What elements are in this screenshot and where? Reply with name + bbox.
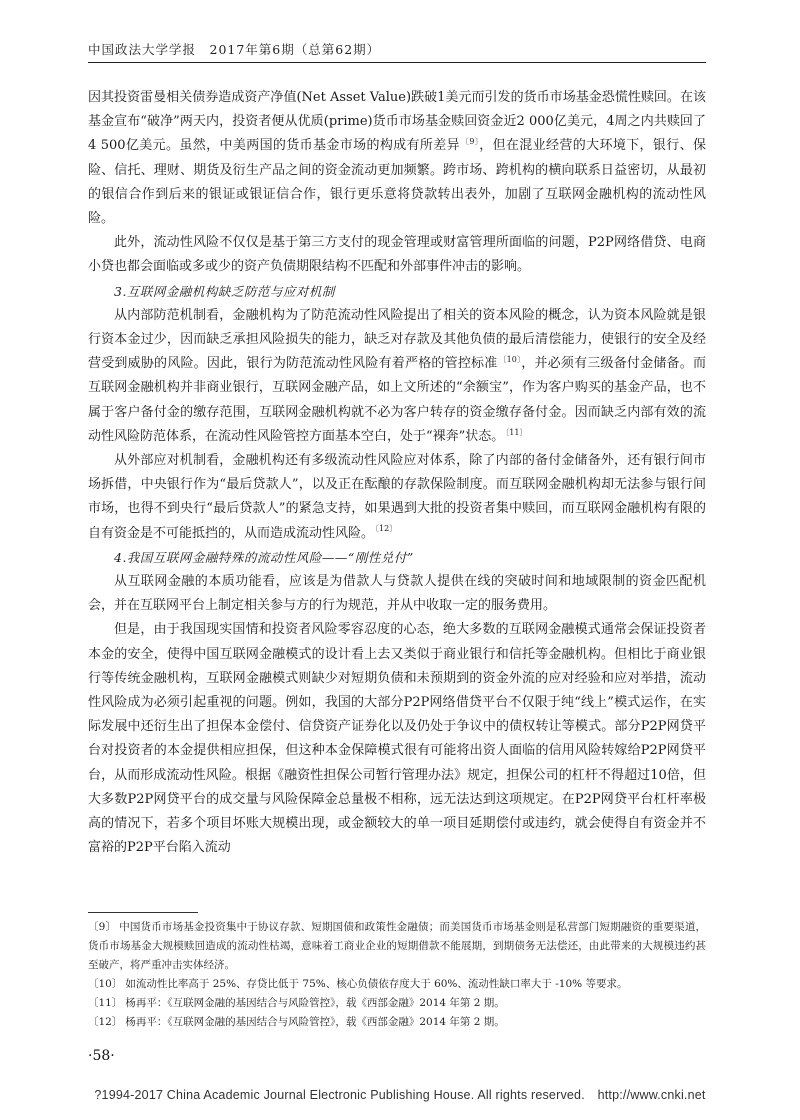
- footnote-mark: 〔11〕: [88, 997, 123, 1009]
- page-number: ·58·: [88, 1048, 115, 1064]
- footnote-text: 中国货币市场基金投资集中于协议存款、短期国债和政策性金融债；而美国货币市场基金则是私营部门短期融资的重要渠道，货币市场基金大规模赎回造成的流动性枯竭，意味着工商业企业的短期借款不能展期，到期债务无法偿还，由此带来的大规模违约甚至破产，将严重冲击实体经济。: [88, 921, 706, 971]
- paragraph-4: [88, 449, 706, 546]
- paragraph-4-text: 从外部应对机制看，金融机构还有多级流动性风险应对体系，除了内部的备付金储备外，还有银行间市场拆借，中央银行作为“最后贷款人”，以及正在酝酿的存款保险制度。而互联网金融机构却无法参与银行间市场，也得不到央行“最后贷款人”的紧急支持，如果遇到大批的投资者集中赎回，而互联网金融机构有限的自有资金是不可能抵挡的，从而造成流动性风险。: [88, 453, 706, 541]
- footnote-10: [88, 975, 706, 994]
- running-head: 中国政法大学学报 2017年第6期（总第62期）: [88, 42, 381, 57]
- footnote-rule: [88, 912, 198, 913]
- paragraph-2: 此外，流动性风险不仅仅是基于第三方支付的现金管理或财富管理所面临的问题，P2P网络借贷、电商小贷也都会面临或多或少的资产负债期限结构不匹配和外部事件冲击的影响。: [88, 235, 706, 275]
- paragraph-5: 从互联网金融的本质功能看，应该是为借款人与贷款人提供在线的突破时间和地域限制的资金匹配机会，并在互联网平台上制定相关参与方的行为规范，并从中收取一定的服务费用。: [88, 574, 706, 614]
- footnote-mark: 〔9〕: [88, 921, 117, 933]
- paragraph-3-part-2: ，并必须有三级备付金储备。而互联网金融机构并非商业银行，互联网金融产品，如上文所述的“余额宝”，作为客户购买的基金产品，也不属于客户备付金的缴存范围，互联网金融机构就不必为客户转存的资金缴存备付金。因而缺乏内部有效的流动性风险防范体系，在流动性风险管控方面基本空白，处于“裸奔”状态。: [88, 356, 706, 444]
- footnote-11: [88, 994, 706, 1013]
- footnote-9: [88, 918, 706, 975]
- section-heading-4: 4.我国互联网金融特殊的流动性风险——“刚性兑付”: [114, 549, 414, 565]
- footnote-text: 如流动性比率高于 25%、存贷比低于 75%、核心负债依存度大于 60%、流动性缺口率大于 -10% 等要求。: [125, 978, 628, 990]
- footnote-mark: 〔10〕: [88, 978, 123, 990]
- paragraph-1: [88, 86, 706, 231]
- article-body: [88, 86, 706, 861]
- footnote-text: 杨再平：《互联网金融的基因结合与风险管控》，载《西部金融》2014 年第 2 期。: [125, 997, 505, 1009]
- paragraph-3-part-1: 从内部防范机制看，金融机构为了防范流动性风险提出了相关的资本风险的概念，认为资本风险就是银行资本金过少，因而缺乏承担风险损失的能力，缺乏对存款及其他负债的最后清偿能力，使银行的安全及经营受到威胁的风险。因此，银行为防范流动性风险有着严格的管控标准: [88, 307, 706, 372]
- footnote-12: [88, 1013, 706, 1032]
- citation-12: 〔12〕: [375, 524, 398, 534]
- footnotes: [88, 918, 706, 1032]
- citation-10: 〔10〕: [498, 354, 522, 364]
- citation-9: 〔9〕: [461, 137, 480, 147]
- header-rule: [88, 62, 706, 63]
- citation-11: 〔11〕: [505, 427, 528, 437]
- copyright-notice: ?1994-2017 China Academic Journal Electronic Publishing House. All rights reserved. http://www.cnki.net: [94, 1088, 706, 1102]
- footnote-text: 杨再平：《互联网金融的基因结合与风险管控》，载《西部金融》2014 年第 2 期。: [125, 1016, 505, 1028]
- paragraph-1-part-2: ，但在混业经营的大环境下，银行、保险、信托、理财、期货及衍生产品之间的资金流动更加频繁。跨市场、跨机构的横向联系日益密切，从最初的银信合作到后来的银证或银证信合作，银行更乐意将贷款转出表外，加剧了互联网金融机构的流动性风险。: [88, 138, 707, 227]
- paragraph-6: 但是，由于我国现实国情和投资者风险零容忍度的心态，绝大多数的互联网金融模式通常会保证投资者本金的安全，使得中国互联网金融模式的设计看上去又类似于商业银行和信托等金融机构。但相比于商业银行等传统金融机构，互联网金融模式则缺少对短期负债和未预期到的资金外流的应对经验和应对举措，流动性风险成为必须引起重视的问题。例如，我国的大部分P2P网络借贷平台不仅限于纯“线上”模式运作，在实际发展中还衍生出了担保本金偿付、信贷资产证券化以及仍处于争议中的债权转让等模式。部分P2P网贷平台对投资者的本金提供相应担保，但这种本金保障模式很有可能将出资人面临的信用风险转嫁给P2P网贷平台，从而形成流动性风险。根据《融资性担保公司暂行管理办法》规定，担保公司的杠杆不得超过10倍，但大多数P2P网贷平台的成交量与风险保障金总量极不相称，远无法达到这项规定。在P2P网贷平台杠杆率极高的情况下，若多个项目坏账大规模出现，或金额较大的单一项目延期偿付或违约，就会使得自有资金并不富裕的P2P平台陷入流动: [88, 622, 706, 856]
- footnote-mark: 〔12〕: [88, 1016, 123, 1028]
- paragraph-1-part-1: 因其投资雷曼相关债券造成资产净值(Net Asset Value)跌破1美元而引发的货币市场基金恐慌性赎回。在该基金宣布“破净”两天内，投资者便从优质(prime)货币市场基金赎回资金近2 000亿美元，4周之内共赎回了4 500亿美元。虽然，中美两国的货币基金市场的构成有所差异: [88, 90, 706, 154]
- paragraph-3: [88, 304, 706, 449]
- section-heading-3: 3.互联网金融机构缺乏防范与应对机制: [114, 283, 335, 299]
